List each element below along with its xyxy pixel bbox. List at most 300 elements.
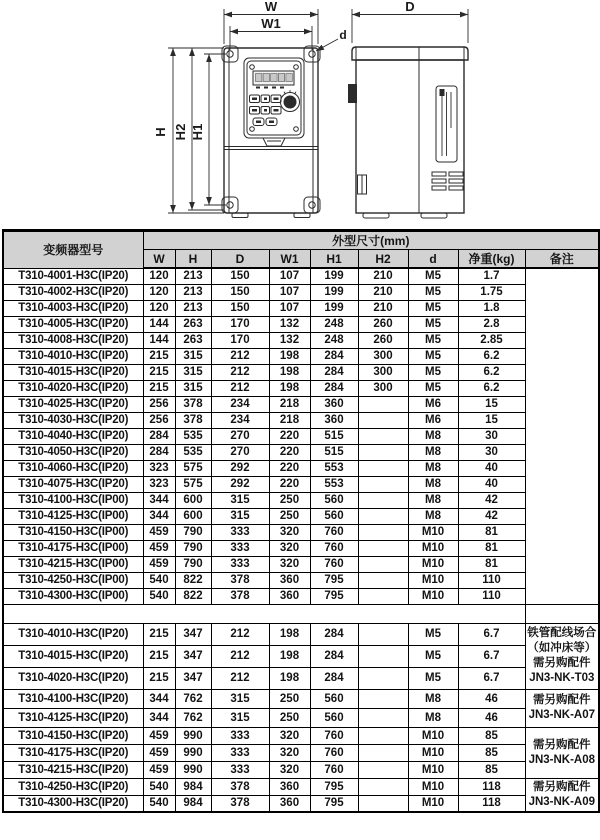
dim-cell: 315: [175, 380, 211, 396]
table-row: [3, 428, 599, 444]
table-row: [3, 572, 599, 588]
col-header-d: d: [408, 250, 458, 269]
dim-cell: 990: [175, 727, 211, 744]
dim-cell: 198: [269, 623, 310, 645]
dim-label-d-screw: d: [339, 28, 347, 42]
dim-cell: 284: [310, 667, 358, 689]
outline-drawing-svg: [0, 0, 600, 230]
dim-cell: 215: [143, 667, 175, 689]
model-cell: T310-4075-H3C(IP20): [3, 476, 143, 492]
dim-cell: 284: [310, 364, 358, 380]
keypad-panel: [244, 58, 304, 146]
dim-cell: 212: [211, 623, 269, 645]
dim-cell: [358, 795, 408, 812]
dim-cell: 256: [143, 396, 175, 412]
screw-icon: [294, 65, 299, 70]
dim-cell: 120: [143, 300, 175, 316]
dim-cell: 762: [175, 708, 211, 727]
table-row: [3, 364, 599, 380]
dim-cell: 795: [310, 795, 358, 812]
dim-cell: 315: [211, 708, 269, 727]
separator-remark-cell: [525, 604, 599, 623]
dim-cell: 822: [175, 572, 211, 588]
dim-cell: 210: [358, 300, 408, 316]
col-header-w1: W1: [269, 250, 310, 269]
dim-cell: 132: [269, 316, 310, 332]
model-cell: T310-4250-H3C(IP00): [3, 572, 143, 588]
model-cell: T310-4125-H3C(IP00): [3, 508, 143, 524]
dim-cell: 220: [269, 428, 310, 444]
dim-cell: 199: [310, 284, 358, 300]
dim-cell: 215: [143, 364, 175, 380]
dim-cell: 347: [175, 623, 211, 645]
dim-cell: 378: [211, 778, 269, 795]
table-row: [3, 778, 599, 795]
dim-label-h: H: [153, 127, 168, 137]
model-cell: T310-4100-H3C(IP00): [3, 492, 143, 508]
table-row: [3, 540, 599, 556]
dim-cell: 198: [269, 667, 310, 689]
vent-slots: [432, 172, 463, 190]
dim-cell: [358, 396, 408, 412]
screw-icon: [250, 127, 255, 132]
dim-cell: 984: [175, 778, 211, 795]
dim-cell: 292: [211, 460, 269, 476]
dim-cell: 144: [143, 332, 175, 348]
dim-cell: 198: [269, 348, 310, 364]
dim-cell: 795: [310, 778, 358, 795]
dim-label-depth: D: [405, 0, 415, 14]
dim-cell: 795: [310, 572, 358, 588]
dim-cell: 6.7: [458, 667, 525, 689]
dim-cell: 85: [458, 744, 525, 761]
model-cell: T310-4020-H3C(IP20): [3, 667, 143, 689]
dim-cell: 790: [175, 556, 211, 572]
dim-cell: 215: [143, 380, 175, 396]
dim-cell: 790: [175, 540, 211, 556]
dim-cell: 360: [269, 795, 310, 812]
table-row: [3, 524, 599, 540]
dim-cell: 215: [143, 623, 175, 645]
dim-cell: [358, 508, 408, 524]
dim-cell: M5: [408, 332, 458, 348]
dim-cell: 762: [175, 689, 211, 708]
dim-cell: 575: [175, 476, 211, 492]
dim-cell: 6.2: [458, 380, 525, 396]
dim-cell: M5: [408, 300, 458, 316]
table-row: [3, 300, 599, 316]
table-row: [3, 744, 599, 761]
dim-cell: 46: [458, 708, 525, 727]
dim-cell: 378: [211, 795, 269, 812]
dim-cell: 535: [175, 444, 211, 460]
dimension-h1: [190, 54, 226, 205]
dim-cell: 150: [211, 268, 269, 284]
table-row: [3, 667, 599, 689]
dim-cell: 300: [358, 380, 408, 396]
dim-cell: 360: [310, 412, 358, 428]
dim-cell: M5: [408, 348, 458, 364]
dim-cell: 30: [458, 428, 525, 444]
col-group-outline-dimensions: 外型尺寸(mm): [143, 231, 599, 250]
dim-cell: 15: [458, 396, 525, 412]
dim-cell: 315: [211, 689, 269, 708]
table-row: [3, 727, 599, 744]
dim-cell: 284: [310, 645, 358, 667]
dim-cell: 378: [175, 396, 211, 412]
dim-cell: 270: [211, 428, 269, 444]
dimension-drawing: [0, 0, 600, 230]
terminal-block: [348, 84, 357, 103]
dim-cell: 6.2: [458, 364, 525, 380]
table-row: [3, 396, 599, 412]
dim-cell: [358, 761, 408, 778]
dim-cell: 218: [269, 412, 310, 428]
side-top-cap: [352, 47, 468, 60]
screw-icon: [250, 65, 255, 70]
table-row: [3, 476, 599, 492]
dim-cell: M10: [408, 778, 458, 795]
dim-cell: 250: [269, 708, 310, 727]
dim-cell: 760: [310, 556, 358, 572]
table-row: [3, 460, 599, 476]
model-cell: T310-4300-H3C(IP20): [3, 795, 143, 812]
dim-cell: 575: [175, 460, 211, 476]
header-row-group: [3, 231, 599, 250]
dim-cell: 459: [143, 524, 175, 540]
model-cell: T310-4175-H3C(IP20): [3, 744, 143, 761]
dim-cell: M8: [408, 428, 458, 444]
table-row: [3, 268, 599, 284]
dim-cell: M10: [408, 744, 458, 761]
dim-cell: M5: [408, 284, 458, 300]
dim-cell: 210: [358, 284, 408, 300]
dim-cell: 260: [358, 332, 408, 348]
model-cell: T310-4215-H3C(IP20): [3, 761, 143, 778]
dim-cell: 320: [269, 727, 310, 744]
foot: [421, 213, 447, 218]
dim-cell: M6: [408, 412, 458, 428]
remark-cell: 需另购配件 JN3-NK-A08: [525, 727, 599, 778]
table-row: [3, 689, 599, 708]
dim-cell: 220: [269, 460, 310, 476]
model-cell: T310-4100-H3C(IP20): [3, 689, 143, 708]
table-row: [3, 588, 599, 604]
dim-cell: 210: [358, 268, 408, 284]
dim-cell: 198: [269, 380, 310, 396]
dim-cell: 560: [310, 492, 358, 508]
dim-cell: 344: [143, 708, 175, 727]
separator-row: [3, 604, 599, 623]
nameplate-label: [436, 86, 457, 162]
dim-cell: M8: [408, 689, 458, 708]
dim-cell: 990: [175, 744, 211, 761]
dim-cell: 144: [143, 316, 175, 332]
dim-cell: 263: [175, 332, 211, 348]
dim-cell: 459: [143, 556, 175, 572]
dim-cell: M8: [408, 492, 458, 508]
dim-cell: 333: [211, 524, 269, 540]
dim-cell: 320: [269, 556, 310, 572]
col-header-h1: H1: [310, 250, 358, 269]
model-cell: T310-4125-H3C(IP20): [3, 708, 143, 727]
table-row: [3, 508, 599, 524]
dim-cell: 284: [143, 444, 175, 460]
dim-cell: [358, 623, 408, 645]
remark-cell: 铁管配线场合 （如冲床等） 需另购配件 JN3-NK-T03: [525, 623, 599, 689]
dim-cell: 360: [269, 778, 310, 795]
dim-cell: 540: [143, 795, 175, 812]
dim-cell: 760: [310, 540, 358, 556]
dim-cell: 344: [143, 689, 175, 708]
dim-cell: 333: [211, 540, 269, 556]
dim-cell: 540: [143, 572, 175, 588]
remark-cell: 需另购配件 JN3-NK-A07: [525, 689, 599, 727]
table-row: [3, 332, 599, 348]
table-row: [3, 795, 599, 812]
dim-cell: 292: [211, 476, 269, 492]
dim-cell: 212: [211, 645, 269, 667]
dim-cell: 344: [143, 508, 175, 524]
dim-cell: 459: [143, 540, 175, 556]
dim-cell: 535: [175, 428, 211, 444]
potentiometer-knob: [281, 90, 300, 112]
dim-cell: 250: [269, 508, 310, 524]
col-header-w: W: [143, 250, 175, 269]
dim-cell: [358, 460, 408, 476]
model-cell: T310-4020-H3C(IP20): [3, 380, 143, 396]
dim-cell: 120: [143, 268, 175, 284]
dim-cell: 118: [458, 795, 525, 812]
model-cell: T310-4015-H3C(IP20): [3, 645, 143, 667]
model-cell: T310-4030-H3C(IP20): [3, 412, 143, 428]
seven-segment-display: [253, 71, 294, 89]
model-cell: T310-4025-H3C(IP20): [3, 396, 143, 412]
dim-cell: 213: [175, 284, 211, 300]
dim-cell: 220: [269, 476, 310, 492]
dim-cell: M10: [408, 795, 458, 812]
side-view: [348, 47, 468, 218]
dim-cell: 234: [211, 396, 269, 412]
dim-cell: 213: [175, 300, 211, 316]
dim-cell: M5: [408, 667, 458, 689]
separator-cell: [3, 604, 525, 623]
dim-cell: 46: [458, 689, 525, 708]
dim-cell: 120: [143, 284, 175, 300]
dim-cell: 198: [269, 364, 310, 380]
dim-cell: 333: [211, 727, 269, 744]
dim-cell: 110: [458, 572, 525, 588]
dim-cell: 256: [143, 412, 175, 428]
dim-label-h1: H1: [190, 123, 205, 141]
dim-cell: 40: [458, 460, 525, 476]
dim-cell: 360: [310, 396, 358, 412]
dim-cell: 284: [310, 380, 358, 396]
model-cell: T310-4175-H3C(IP00): [3, 540, 143, 556]
dim-cell: 248: [310, 332, 358, 348]
dim-cell: M10: [408, 572, 458, 588]
dim-cell: [358, 412, 408, 428]
col-header-h: H: [175, 250, 211, 269]
dim-cell: 213: [175, 268, 211, 284]
dim-cell: M10: [408, 727, 458, 744]
dim-cell: [358, 572, 408, 588]
table-row: [3, 761, 599, 778]
model-cell: T310-4002-H3C(IP20): [3, 284, 143, 300]
dim-cell: 315: [211, 508, 269, 524]
dim-cell: 760: [310, 744, 358, 761]
dim-cell: 795: [310, 588, 358, 604]
dim-cell: 315: [211, 492, 269, 508]
keypad-buttons: [250, 95, 282, 126]
model-cell: T310-4300-H3C(IP00): [3, 588, 143, 604]
dim-cell: 323: [143, 460, 175, 476]
dim-cell: 315: [175, 348, 211, 364]
table-row: [3, 412, 599, 428]
dim-label-h2: H2: [173, 123, 188, 141]
dim-cell: 459: [143, 744, 175, 761]
dim-cell: [358, 667, 408, 689]
dim-cell: 360: [269, 572, 310, 588]
dim-cell: [358, 524, 408, 540]
dim-cell: M8: [408, 460, 458, 476]
dim-cell: 984: [175, 795, 211, 812]
dim-cell: 790: [175, 524, 211, 540]
dim-cell: 212: [211, 364, 269, 380]
dim-cell: [358, 689, 408, 708]
dim-cell: 760: [310, 524, 358, 540]
table-row: [3, 380, 599, 396]
dim-cell: 42: [458, 508, 525, 524]
table-row: [3, 556, 599, 572]
dim-cell: 170: [211, 316, 269, 332]
dim-cell: 315: [175, 364, 211, 380]
dim-cell: 360: [269, 588, 310, 604]
dim-cell: 81: [458, 524, 525, 540]
dim-cell: 378: [211, 588, 269, 604]
col-header-d: D: [211, 250, 269, 269]
dim-cell: [358, 744, 408, 761]
dim-cell: 320: [269, 744, 310, 761]
dim-cell: 15: [458, 412, 525, 428]
dim-cell: 990: [175, 761, 211, 778]
dim-cell: 218: [269, 396, 310, 412]
model-cell: T310-4015-H3C(IP20): [3, 364, 143, 380]
dim-cell: 284: [143, 428, 175, 444]
col-header-h2: H2: [358, 250, 408, 269]
dim-cell: 85: [458, 727, 525, 744]
dim-cell: 110: [458, 588, 525, 604]
col-header-remark: 备注: [525, 250, 599, 269]
dim-cell: 118: [458, 778, 525, 795]
table-row: [3, 623, 599, 645]
dim-cell: 344: [143, 492, 175, 508]
dim-cell: 600: [175, 492, 211, 508]
dim-cell: [358, 428, 408, 444]
model-cell: T310-4215-H3C(IP00): [3, 556, 143, 572]
dim-cell: 150: [211, 300, 269, 316]
model-cell: T310-4040-H3C(IP20): [3, 428, 143, 444]
dim-cell: 107: [269, 268, 310, 284]
dim-cell: 459: [143, 727, 175, 744]
model-cell: T310-4003-H3C(IP20): [3, 300, 143, 316]
dim-cell: 81: [458, 540, 525, 556]
col-header-weight: 净重(kg): [458, 250, 525, 269]
dim-cell: 107: [269, 300, 310, 316]
dim-cell: 199: [310, 268, 358, 284]
dim-cell: 560: [310, 508, 358, 524]
dim-cell: M6: [408, 396, 458, 412]
dimensions-table: [2, 229, 600, 813]
dim-cell: 459: [143, 761, 175, 778]
dim-cell: [358, 492, 408, 508]
dim-cell: 333: [211, 556, 269, 572]
dim-cell: 320: [269, 524, 310, 540]
dim-cell: M10: [408, 761, 458, 778]
dim-cell: 30: [458, 444, 525, 460]
dim-cell: [358, 588, 408, 604]
table-row: [3, 284, 599, 300]
dim-cell: 540: [143, 778, 175, 795]
dim-cell: [358, 708, 408, 727]
dim-cell: 6.7: [458, 623, 525, 645]
side-enclosure: [356, 60, 464, 213]
dim-cell: 40: [458, 476, 525, 492]
dimension-d-screw: [316, 28, 347, 51]
dim-cell: 170: [211, 332, 269, 348]
dim-cell: 212: [211, 380, 269, 396]
dim-cell: M5: [408, 380, 458, 396]
dim-cell: 333: [211, 744, 269, 761]
dim-cell: 215: [143, 645, 175, 667]
dim-cell: 320: [269, 540, 310, 556]
dim-cell: 6.7: [458, 645, 525, 667]
dim-cell: M10: [408, 556, 458, 572]
dim-cell: 560: [310, 708, 358, 727]
dim-cell: 333: [211, 761, 269, 778]
dim-cell: 220: [269, 444, 310, 460]
dim-cell: 284: [310, 348, 358, 364]
dim-cell: 540: [143, 588, 175, 604]
dim-cell: 107: [269, 284, 310, 300]
dim-cell: 378: [211, 572, 269, 588]
dim-cell: M10: [408, 540, 458, 556]
dim-cell: 212: [211, 667, 269, 689]
dim-cell: 1.8: [458, 300, 525, 316]
dim-cell: 600: [175, 508, 211, 524]
dimension-w1: [230, 16, 312, 50]
dimension-h: [153, 48, 224, 213]
dim-cell: M8: [408, 508, 458, 524]
dim-cell: 2.8: [458, 316, 525, 332]
col-header-model: 变频器型号: [3, 231, 143, 269]
table-row: [3, 444, 599, 460]
model-cell: T310-4150-H3C(IP20): [3, 727, 143, 744]
dim-cell: [358, 778, 408, 795]
dim-cell: M5: [408, 364, 458, 380]
dim-cell: M8: [408, 444, 458, 460]
dim-cell: 1.7: [458, 268, 525, 284]
model-cell: T310-4001-H3C(IP20): [3, 268, 143, 284]
dim-cell: 198: [269, 645, 310, 667]
dim-cell: 560: [310, 689, 358, 708]
dim-cell: 248: [310, 316, 358, 332]
dim-cell: 1.75: [458, 284, 525, 300]
dim-cell: 347: [175, 667, 211, 689]
front-view: [222, 46, 320, 218]
dim-cell: 515: [310, 428, 358, 444]
dim-cell: 212: [211, 348, 269, 364]
